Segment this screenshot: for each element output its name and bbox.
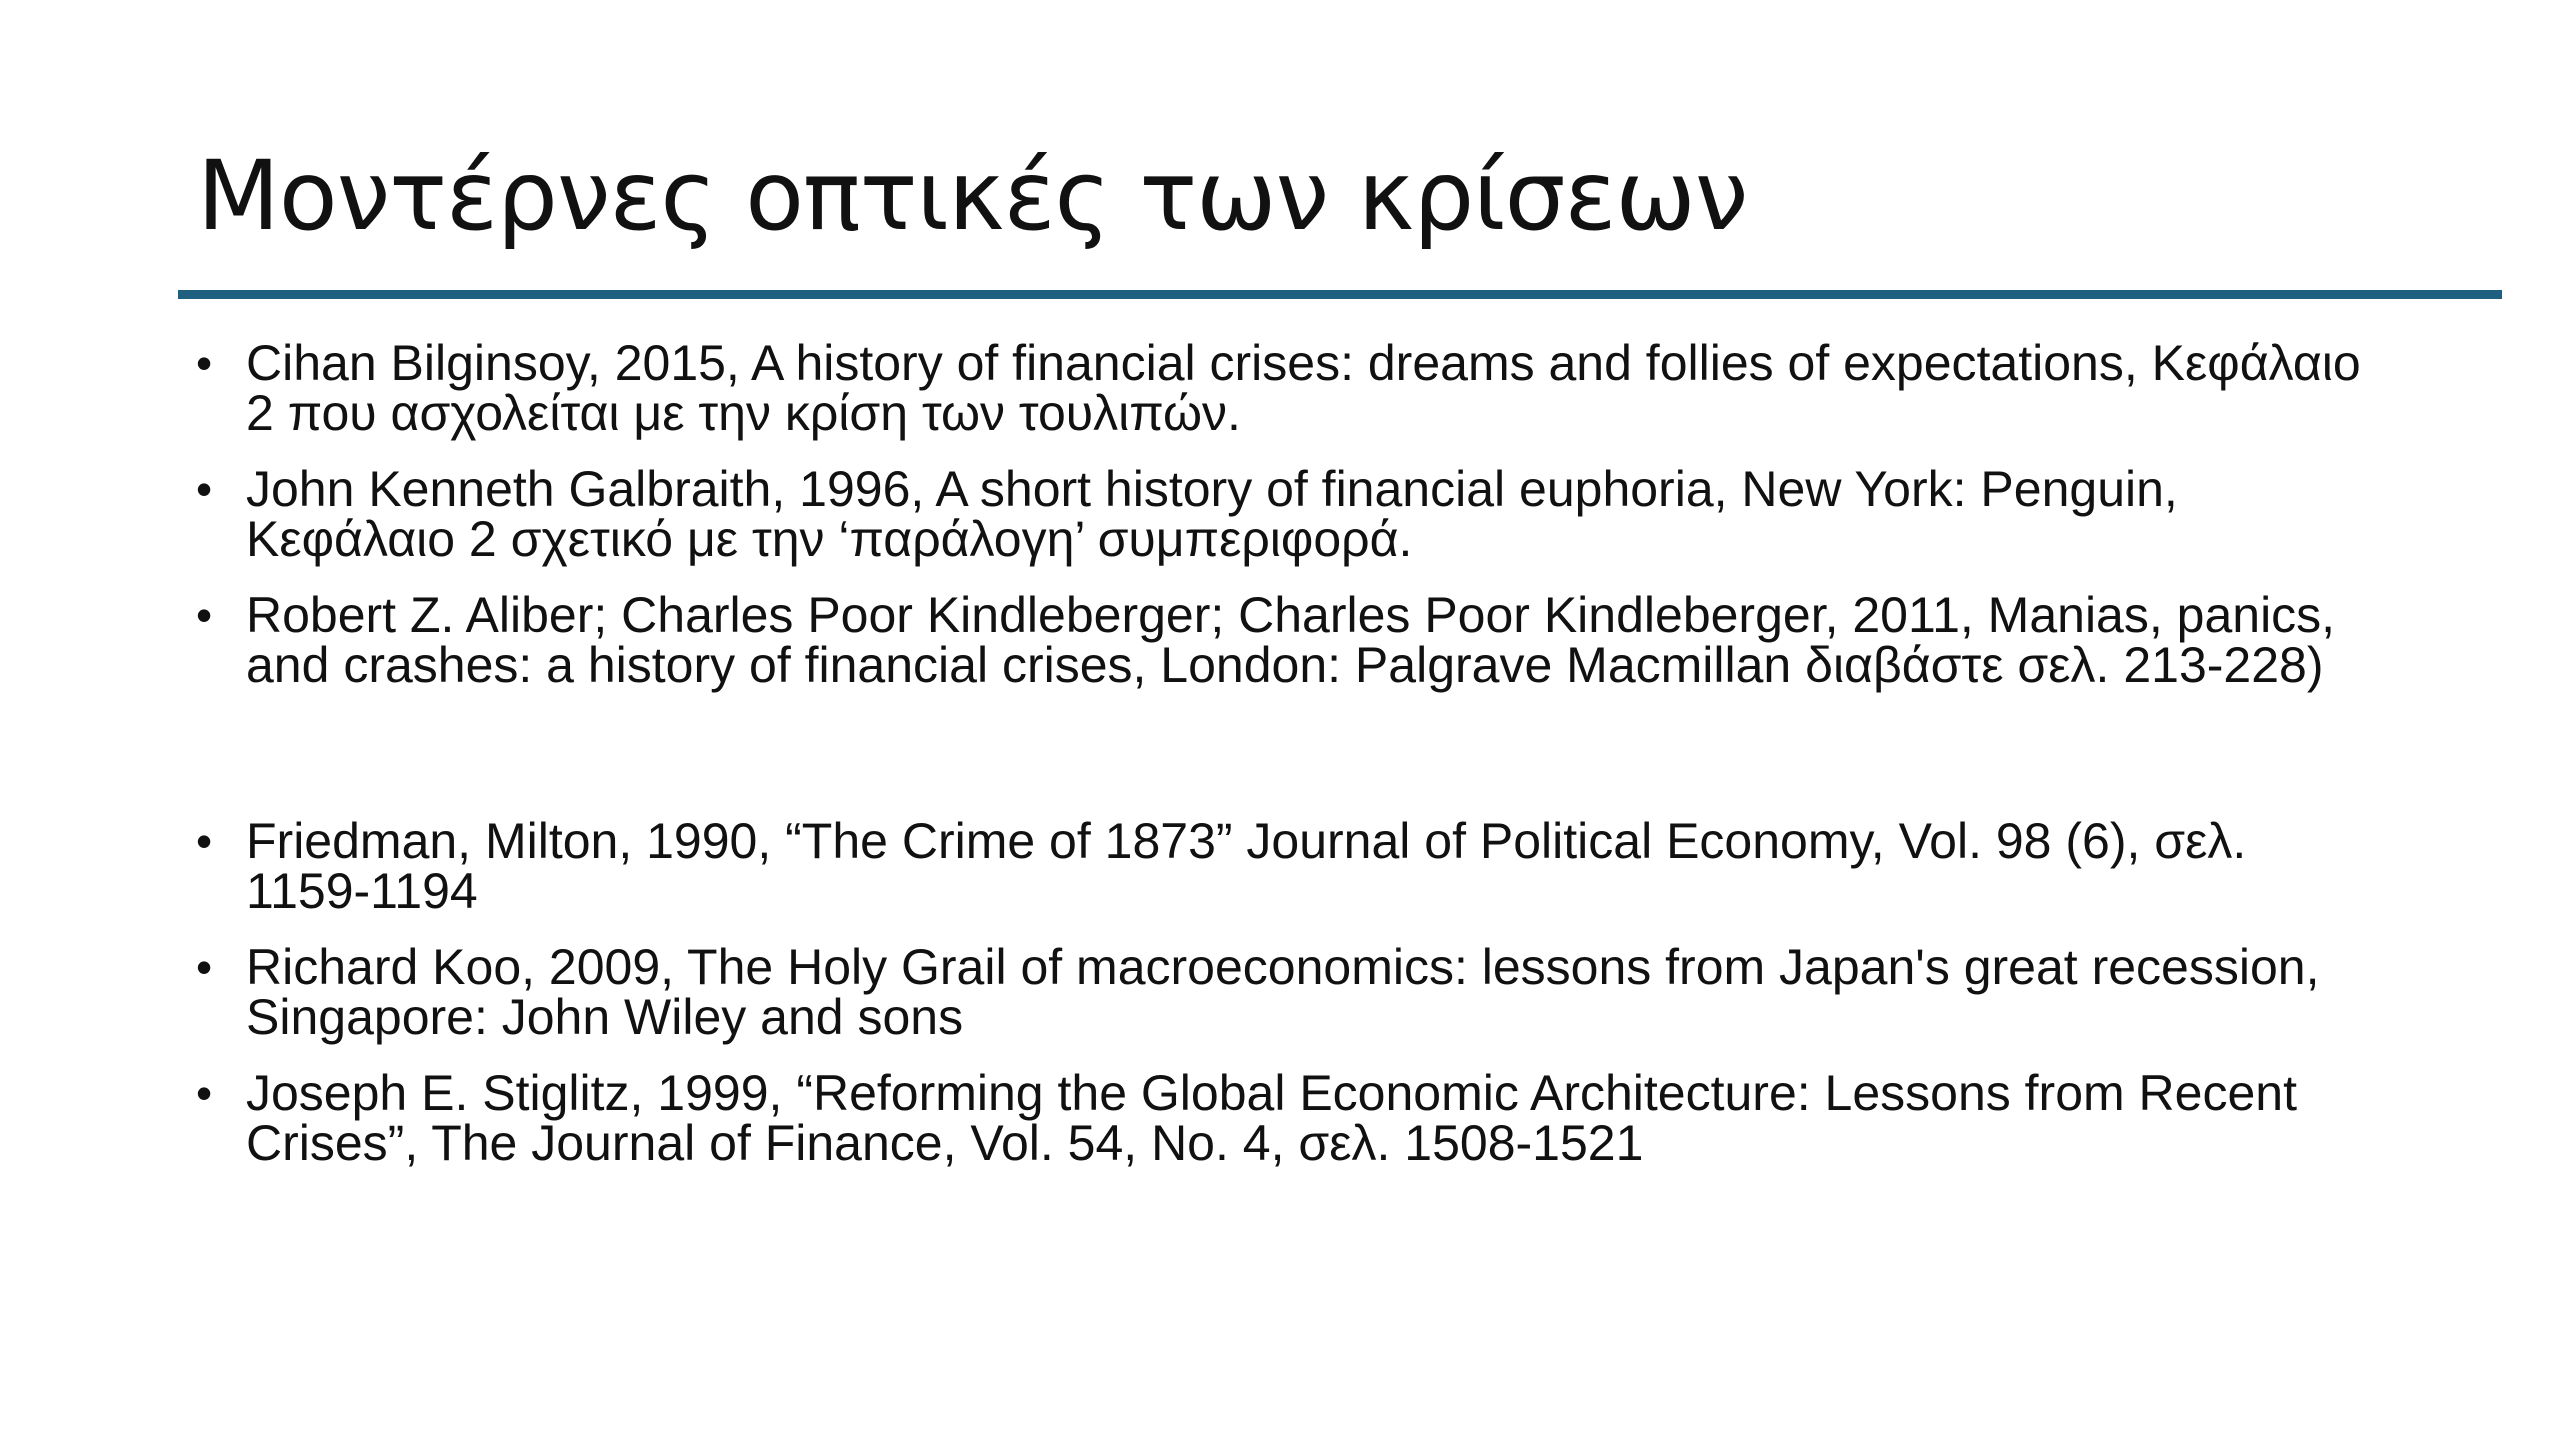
bullet-icon: • xyxy=(196,815,213,867)
list-item xyxy=(196,1065,2376,1171)
bullet-icon: • xyxy=(196,941,213,993)
title-underline xyxy=(178,290,2502,299)
reference-text: Richard Koo, 2009, The Holy Grail of macroeconomics: lessons from Japan's great recession, Singapore: John Wiley and sons xyxy=(246,939,2320,1045)
bullet-icon: • xyxy=(196,589,213,641)
reference-text: Robert Z. Aliber; Charles Poor Kindleberger; Charles Poor Kindleberger, 2011, Manias, panics, and crashes: a history of financial crises, London: Palgrave Macmillan διαβάστε σελ. 213-228) xyxy=(246,587,2336,693)
reference-text: Friedman, Milton, 1990, “The Crime of 1873” Journal of Political Economy, Vol. 98 (6), σελ. 1159-1194 xyxy=(246,813,2247,919)
list-item xyxy=(196,587,2376,693)
list-item xyxy=(196,335,2376,441)
list-item xyxy=(196,813,2376,919)
reference-text: Cihan Bilginsoy, 2015, A history of financial crises: dreams and follies of expectations, Κεφάλαιο 2 που ασχολείται με την κρίση των τουλιπών. xyxy=(246,335,2361,441)
bullet-icon: • xyxy=(196,337,213,389)
reference-list xyxy=(196,335,2376,1194)
list-item xyxy=(196,939,2376,1045)
slide-title: Μοντέρνες οπτικές των κρίσεων xyxy=(197,140,1748,252)
bullet-icon: • xyxy=(196,1067,213,1119)
reference-text: John Kenneth Galbraith, 1996, A short history of financial euphoria, New York: Penguin, Κεφάλαιο 2 σχετικό με την ‘παράλογη’ συμπεριφορά. xyxy=(246,461,2178,567)
list-item xyxy=(196,461,2376,567)
reference-text: Joseph E. Stiglitz, 1999, “Reforming the Global Economic Architecture: Lessons from Recent Crises”, The Journal of Finance, Vol. 54, No. 4, σελ. 1508-1521 xyxy=(246,1065,2297,1171)
bullet-icon: • xyxy=(196,463,213,515)
